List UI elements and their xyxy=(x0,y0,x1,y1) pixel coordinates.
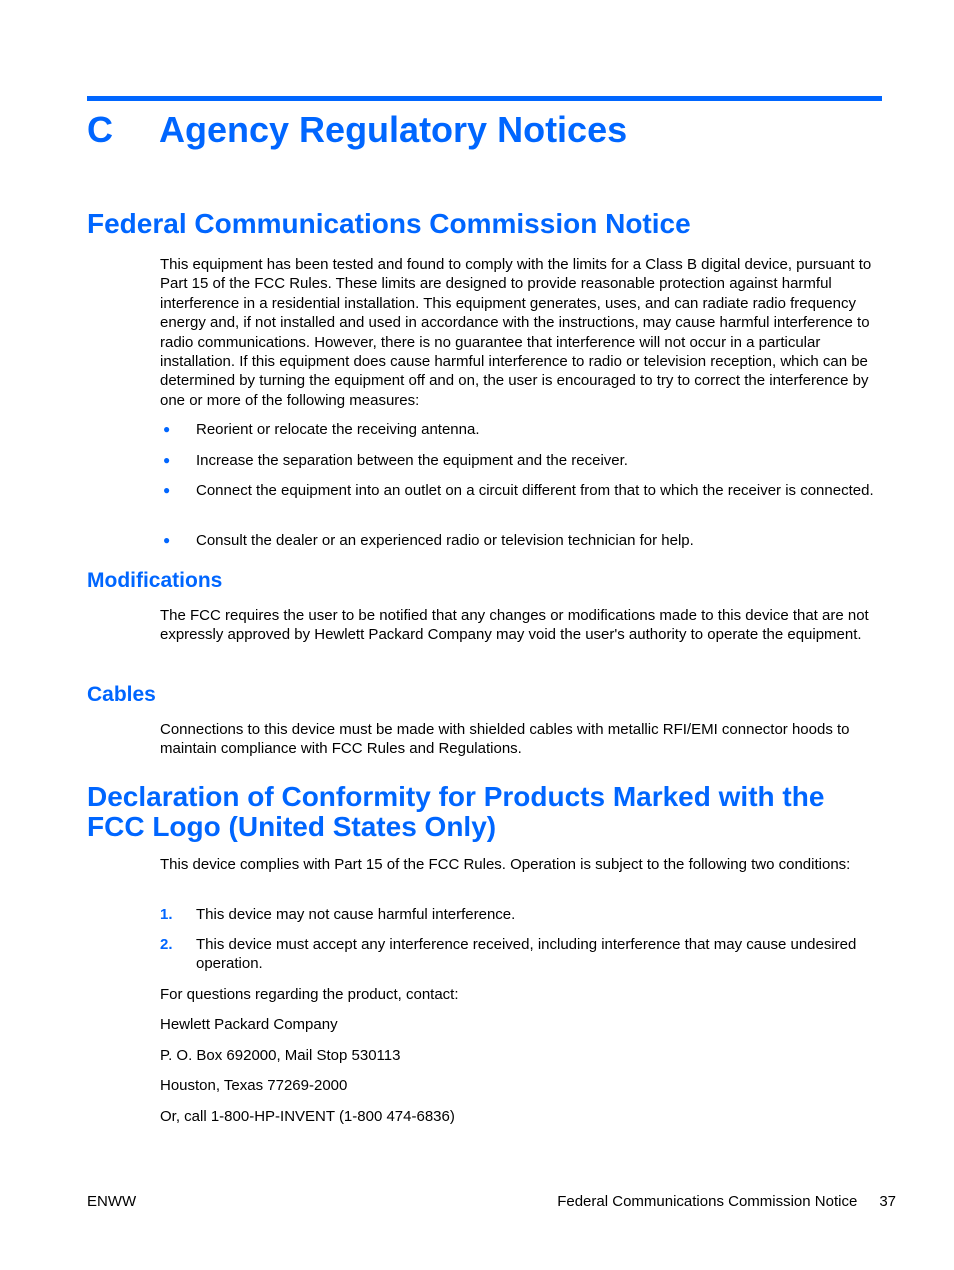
list-item-text: Reorient or relocate the receiving antenna. xyxy=(196,421,480,438)
cables-heading: Cables xyxy=(87,683,156,706)
list-item xyxy=(160,531,884,550)
list-item-text: Connect the equipment into an outlet on a circuit different from that to which the receiver is connected. xyxy=(196,482,874,499)
chapter-title xyxy=(87,108,627,152)
contact-city: Houston, Texas 77269-2000 xyxy=(160,1077,348,1094)
bullet-icon: ● xyxy=(163,422,171,436)
modifications-body: The FCC requires the user to be notified that any changes or modifications made to this device that are not expressly approved by Hewlett Packard Company may void the user's authority to operate the equipment. xyxy=(160,607,869,644)
declaration-heading-line1: Declaration of Conformity for Products Marked with the xyxy=(87,781,825,812)
chapter-letter: C xyxy=(87,109,113,150)
declaration-heading xyxy=(87,782,824,842)
contact-intro: For questions regarding the product, contact: xyxy=(160,986,459,1003)
footer-left-label: ENWW xyxy=(87,1193,137,1210)
bullet-icon: ● xyxy=(163,483,171,497)
footer-right xyxy=(557,1192,896,1211)
contact-company: Hewlett Packard Company xyxy=(160,1016,338,1033)
contact-phone: Or, call 1-800-HP-INVENT (1-800 474-6836) xyxy=(160,1108,455,1125)
bullet-icon: ● xyxy=(163,453,171,467)
list-item-text: Consult the dealer or an experienced radio or television technician for help. xyxy=(196,532,694,549)
list-item xyxy=(160,451,884,470)
chapter-title-text: Agency Regulatory Notices xyxy=(159,109,628,150)
cables-body: Connections to this device must be made with shielded cables with metallic RFI/EMI connector hoods to maintain compliance with FCC Rules and Regulations. xyxy=(160,721,850,758)
contact-po-box: P. O. Box 692000, Mail Stop 530113 xyxy=(160,1047,401,1064)
fcc-notice-heading: Federal Communications Commission Notice xyxy=(87,208,691,239)
item-number: 1. xyxy=(160,906,173,923)
numbered-item-text: This device may not cause harmful interference. xyxy=(196,906,516,923)
declaration-heading-line2: FCC Logo (United States Only) xyxy=(87,811,497,842)
numbered-item-text: This device must accept any interference received, including interference that may cause undesired operation. xyxy=(196,936,857,973)
modifications-heading: Modifications xyxy=(87,569,223,592)
fcc-notice-body: This equipment has been tested and found to comply with the limits for a Class B digital device, pursuant to Part 15 of the FCC Rules. These limits are designed to provide reasonable protection against harmful interference in a residential installation. This equipment generates, uses, and can radiate radio frequency energy and, if not installed and used in accordance with the instructions, may cause harmful interference to radio communications. However, there is no guarantee that interference will not occur in a particular installation. If this equipment does cause harmful interference to radio or television reception, which can be determined by turning the equipment off and on, the user is encouraged to try to correct the interference by one or more of the following measures: xyxy=(160,256,872,409)
declaration-body: This device complies with Part 15 of the FCC Rules. Operation is subject to the following two conditions: xyxy=(160,856,851,873)
chapter-rule xyxy=(87,96,882,101)
list-item-text: Increase the separation between the equipment and the receiver. xyxy=(196,452,628,469)
item-number: 2. xyxy=(160,936,173,953)
page-number: 37 xyxy=(879,1193,896,1210)
footer-section-title: Federal Communications Commission Notice xyxy=(557,1193,858,1210)
list-item xyxy=(160,420,884,439)
list-item xyxy=(160,481,884,500)
bullet-icon: ● xyxy=(163,533,171,547)
numbered-item xyxy=(160,905,884,924)
numbered-item xyxy=(160,935,884,974)
